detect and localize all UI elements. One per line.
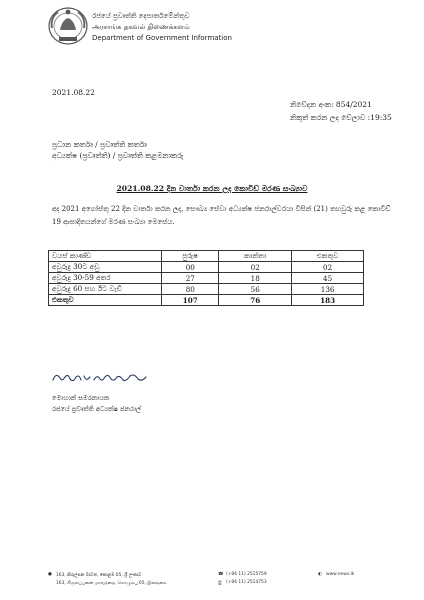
grand-total-cell: 183 (292, 295, 364, 306)
footer-phone: (+94 11) 2515759 (226, 572, 267, 577)
release-time: නිකුත් කරන ලද වේලාව :19:35 (290, 113, 392, 122)
signatory-title: රජයේ ප්‍රවෘත්ති අධ්‍යක්ෂ ජනරාල් (52, 405, 142, 413)
globe-icon: ◐ (318, 572, 322, 577)
table-header-row (49, 251, 364, 262)
fax-icon: ⎙ (218, 581, 222, 586)
male-count-cell: 00 (162, 262, 219, 273)
total-label-cell: එකතුව (49, 295, 162, 306)
recipient-line-1: ප්‍රධාන කර්තෘ / ප්‍රවෘත්ති කර්තෘ (52, 140, 147, 149)
death-statistics-table (48, 250, 364, 306)
document-date: 2021.08.22 (52, 88, 95, 97)
body-paragraph: අද 2021 අගෝස්තු 22 දින වාර්තා කරන ලද, සෞඛ්‍ය සේවා අධ්‍යක්ෂ ජනරාල්වරයා විසින් (21) තහවුරු කළ කොවිඩ් 19 ආසාදිතයන්ගේ මරණ සංඛ්‍යා මෙසේය. (52, 205, 391, 226)
female-total-cell: 76 (219, 295, 292, 306)
column-header-total: එකතුව (292, 251, 364, 262)
total-count-cell: 136 (292, 284, 364, 295)
total-count-cell: 45 (292, 273, 364, 284)
location-pin-icon: ● (48, 572, 52, 577)
recipient-line-2: අධ්‍යක්ෂ (ප්‍රවෘත්ති) / ප්‍රවෘත්ති කළමනාකරු (52, 151, 184, 160)
letterhead-english: Department of Government Information (92, 34, 232, 42)
footer-website[interactable]: www.news.lk (326, 572, 355, 577)
letterhead-tamil: அரசாங்க தகவல் திணைக்களம் (92, 23, 190, 31)
handwritten-signature (50, 368, 150, 388)
column-header-female: කාන්තා (219, 251, 292, 262)
footer-address-line-1: 163, කිරුලපන මාවත, කොළඹ 05, ශ්‍රී ලංකාව (56, 573, 142, 578)
phone-icon: ☎ (218, 572, 224, 577)
table-row (49, 273, 364, 284)
total-count-cell: 02 (292, 262, 364, 273)
government-emblem-icon (46, 6, 90, 46)
column-header-age-group: වයස් කාණ්ඩ (49, 251, 162, 262)
signatory-name: මොහාන් සමරනායක (52, 394, 110, 402)
age-group-cell: අවුරුදු 30ට අඩු (49, 262, 162, 273)
male-count-cell: 27 (162, 273, 219, 284)
female-count-cell: 02 (219, 262, 292, 273)
document-title: 2021.08.22 දින වාර්තා කරන ලද කොවිඩ් මරණ සංඛ්‍යාව (116, 184, 308, 193)
age-group-cell: අවුරුදු 60 සහ ඊට වැඩි (49, 284, 162, 295)
table-row (49, 262, 364, 273)
footer-address-line-2: 163, கிருலப்பனை மாவத்தை, கொழும்பு 05, இலங்கை. (56, 581, 168, 586)
table-total-row (49, 295, 364, 306)
male-total-cell: 107 (162, 295, 219, 306)
column-header-male: පුරුෂ (162, 251, 219, 262)
male-count-cell: 80 (162, 284, 219, 295)
age-group-cell: අවුරුදු 30-59 අතර (49, 273, 162, 284)
footer-fax: (+94 11) 2514753 (226, 580, 267, 585)
letterhead-sinhala: රජයේ ප්‍රවෘත්ති දෙපාර්තමේන්තුව (92, 12, 190, 20)
female-count-cell: 18 (219, 273, 292, 284)
table-row (49, 284, 364, 295)
notice-number: නිවේදන අංක: 854/2021 (290, 100, 372, 109)
female-count-cell: 56 (219, 284, 292, 295)
